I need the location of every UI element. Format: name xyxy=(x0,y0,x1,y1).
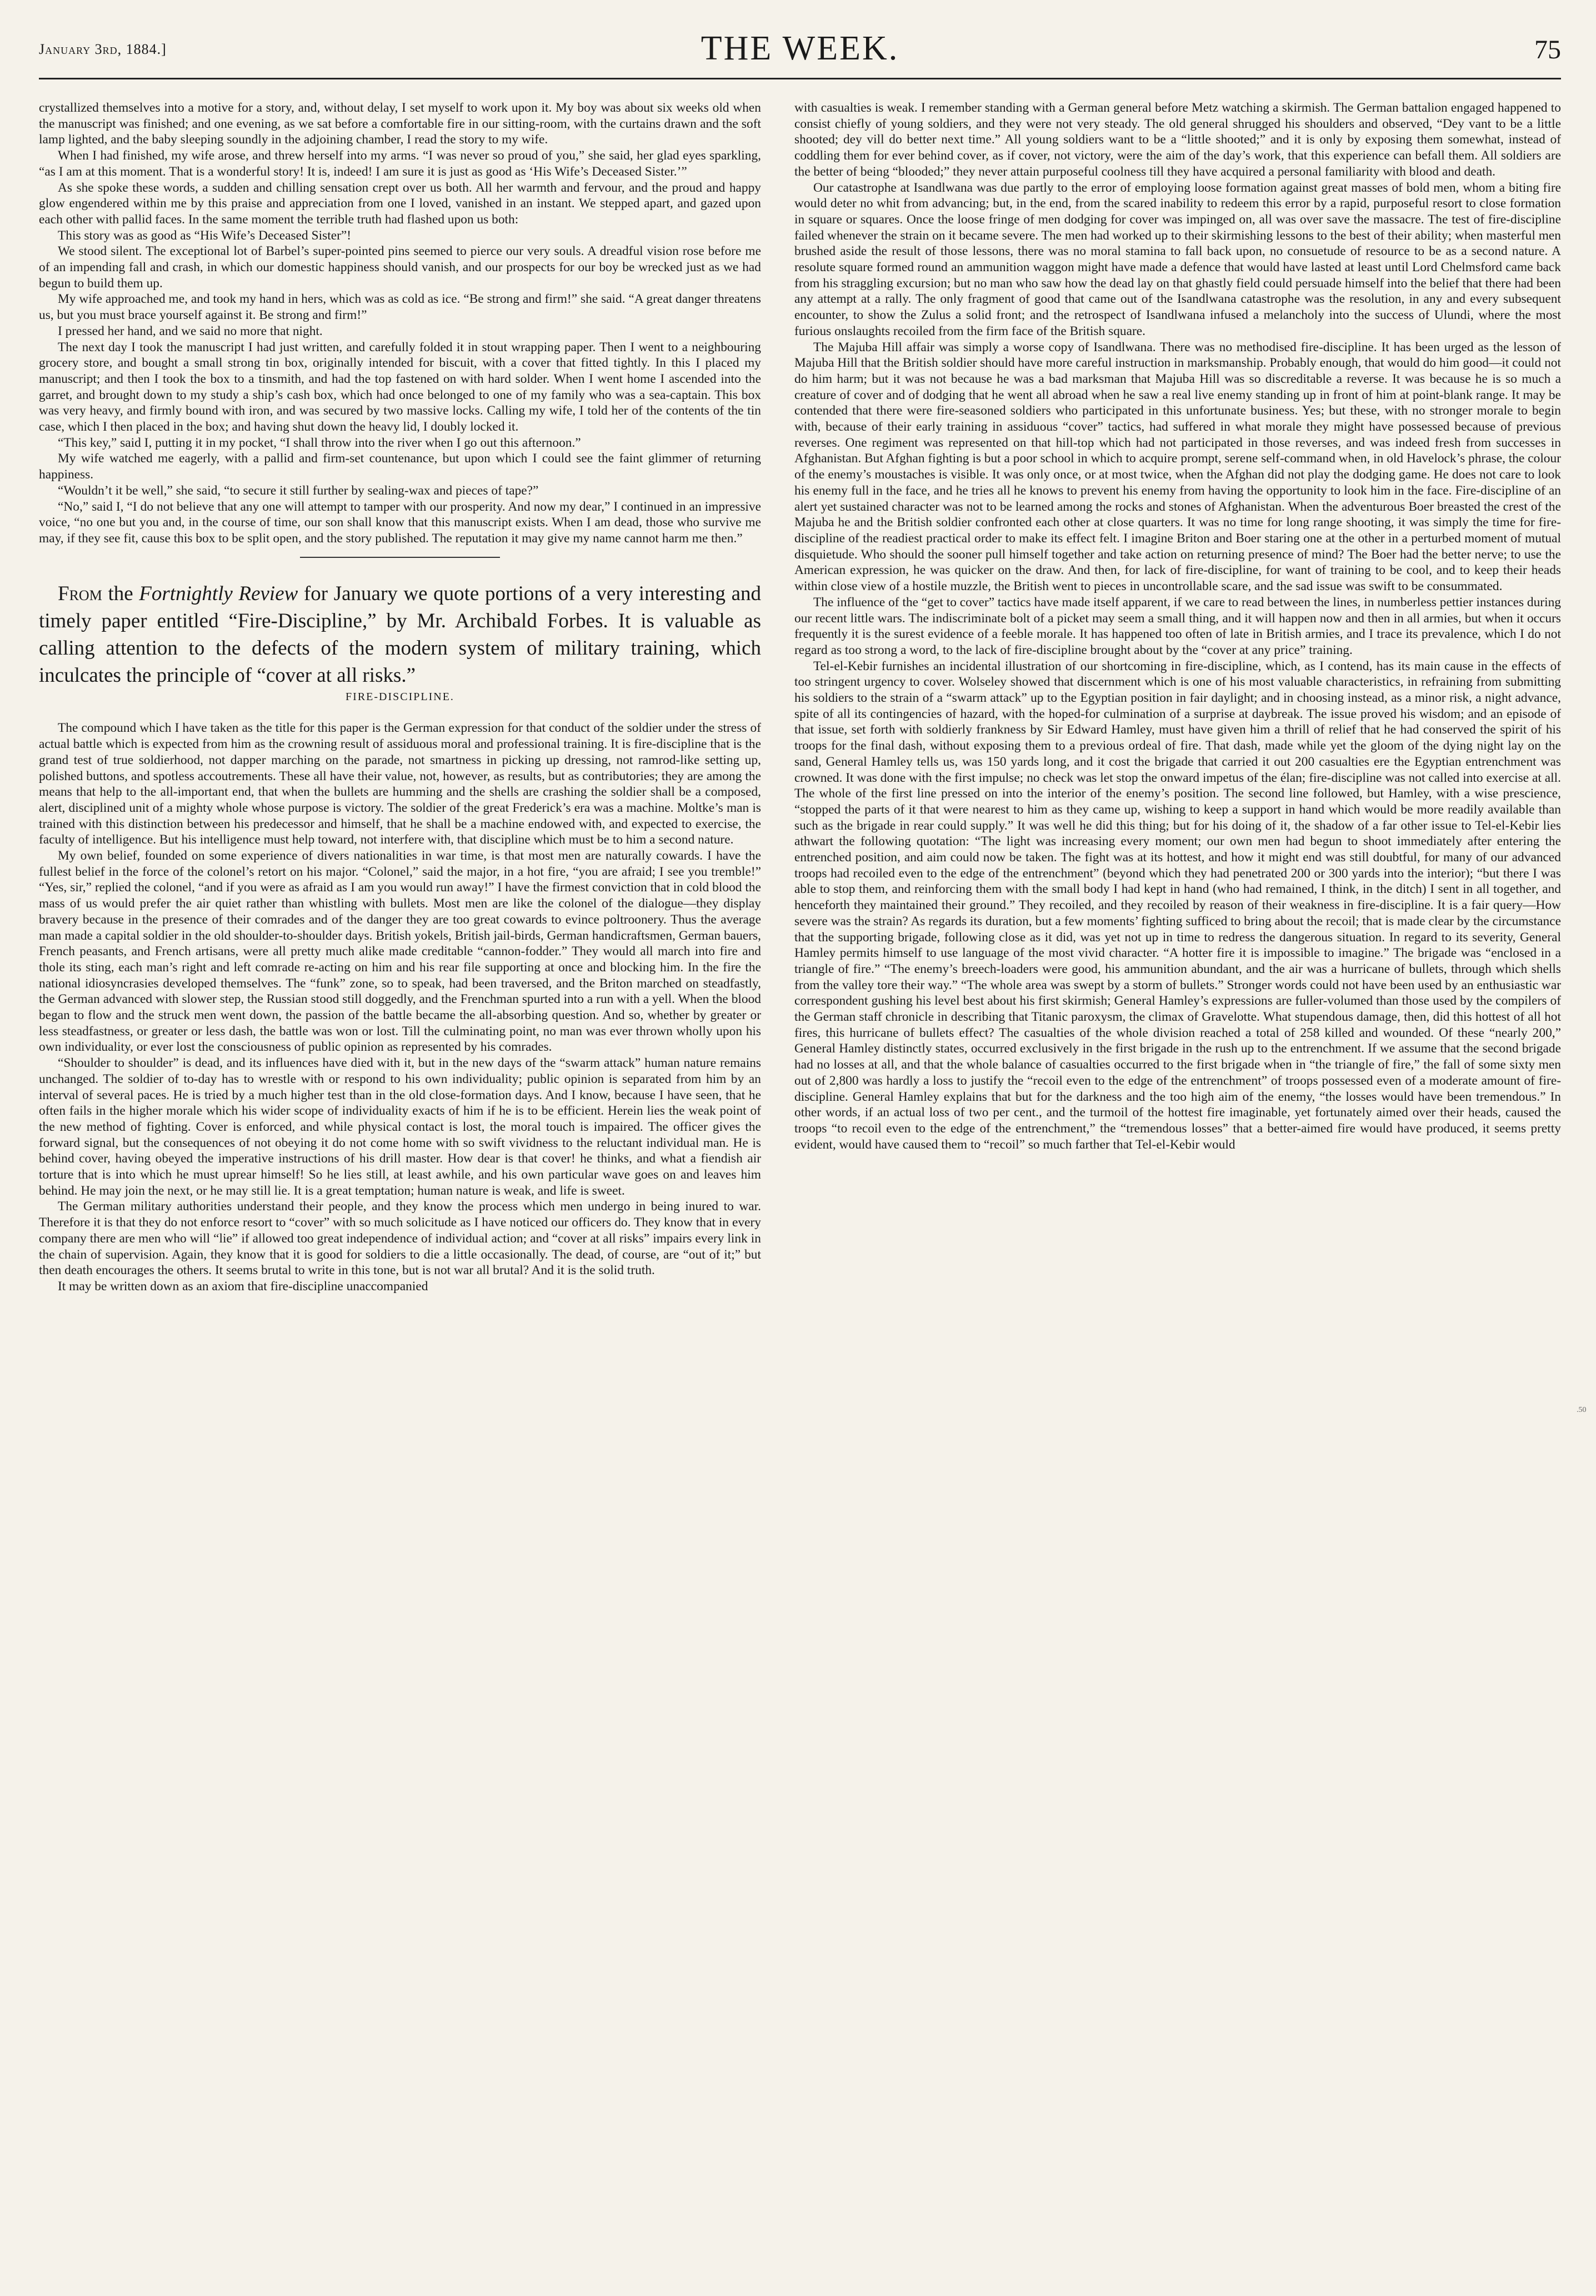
story-paragraph: My wife approached me, and took my hand in hers, which was as cold as ice. “Be strong and firm!” she said. “A great danger threatens us, but you must brace yourself against it. Be strong and firm!” xyxy=(39,292,761,323)
article-paragraph: The Majuba Hill affair was simply a worse copy of Isandlwana. There was no methodised fire-discipline. It has been urged as the lesson of Majuba Hill that the British soldier should have more careful instruction in marksmanship. Probably enough, that would do him good—it could not do him harm; but it was not because he was a bad marksman that Majuba Hill was so discreditable a reverse. It was because he is so much a creature of cover and of dodging that he went all abroad when he saw a real live enemy standing up in front of him at point-blank range. It may be contended that there were fire-seasoned soldiers who participated in this unfortunate business. Yes; but these, with no stronger morale to begin with, because of their early training in assiduous “cover” tactics, had suffered in what morale they might have possessed because of previous reverses. One regiment was represented on that hill-top which had not participated in those reverses, and was indeed fresh from successes in Afghanistan. But Afghan fighting is but a poor school in which to acquire prompt, serene self-command when, in old Havelock’s phrase, the colour of the enemy’s moustaches is visible. It was only once, or at most twice, when the Afghan did not play the dodging game. He does not care to look his enemy full in the face, and he tries all he knows to prevent his enemy from having the opportunity to look him in the face. Fire-discipline of an alert yet sustained character was not to be learned among the rocks and stones of Afghanistan. When the adventurous Boer breasted the crest of the Majuba he and the British soldier confronted each other at close quarters. It was no time for long range shooting, it was simply the time for fire-discipline of the readiest practical order to make its effect felt. I imagine Briton and Boer staring one at the other in a perturbed moment of mutual disquietude. Who should the sooner pull himself together and take action on returning presence of mind? The Boer had the better nerve; to use the American expression, he was quicker on the draw. And then, for lack of fire-discipline, for want of training to be cool, and to keep their heads within close view of a hostile muzzle, the British went to pieces in uncontrollable scare, and the sad issue was swift to be consummated. xyxy=(794,340,1561,594)
story-paragraph: “This key,” said I, putting it in my pocket, “I shall throw into the river when I go out this afternoon.” xyxy=(58,435,581,450)
section-divider xyxy=(300,557,500,558)
story-paragraph: When I had finished, my wife arose, and threw herself into my arms. “I was never so proud of you,” she said, her glad eyes sparkling, “as I am at this moment. That is a wonderful story! It is, indeed! I am sure it is just as good as ‘His Wife’s Deceased Sister.’” xyxy=(39,148,761,179)
article-paragraph: The German military authorities understand their people, and they know the process which men undergo in being inured to war. Therefore it is that they do not enforce resort to “cover” with so much solicitude as I have noticed our officers do. They know that in every company there are men who will “lie” if allowed too great independence of individual action; and “cover at all risks” impairs every link in the chain of supervision. Again, they know that it is good for soldiers to die a little occasionally. The dead, of course, are “out of it;” but then death encourages the others. It seems brutal to write in this tone, but is not war all brutal? And it is the solid truth. xyxy=(39,1199,761,1278)
story-paragraph: As she spoke these words, a sudden and chilling sensation crept over us both. All her warmth and fervour, and the proud and happy glow engendered within me by this praise and appreciation from one I loved, vanished in an instant. We stepped apart, and gazed upon each other with pallid faces. In the same moment the terrible truth had flashed upon us both: xyxy=(39,180,761,227)
article-paragraph: The influence of the “get to cover” tactics have made itself apparent, if we care to read between the lines, in numberless pettier instances during our recent little wars. The indiscriminate bolt of a picket may seem a small thing, and it will happen now and then in all armies, but when it occurs frequently it is the surest evidence of a feeble morale. It has happened too often of late in British armies, and I trace its prevalence, which I do not regard as too strong a word, to the lack of fire-discipline brought about by the “cover at any price” training. xyxy=(794,595,1561,657)
article-paragraph: It may be written down as an axiom that fire-discipline unaccompanied xyxy=(58,1279,428,1294)
page-header xyxy=(39,29,1561,76)
story-paragraph: This story was as good as “His Wife’s Deceased Sister”! xyxy=(58,228,352,243)
right-column xyxy=(794,100,1561,2262)
article-paragraph: with casualties is weak. I remember standing with a German general before Metz watching a skirmish. The German battalion engaged happened to consist chiefly of young soldiers, and they were not very steady. The old general shrugged his shoulders and observed, “Dey vant to be a little shooted; dey vill do better next time.” All young soldiers want to be a “little shooted;” and it is only by exposing them somewhat, instead of coddling them for ever behind cover, as if cover, not victory, were the aim of the day’s work, that this experience can befall them. All soldiers are the better of being “blooded;” they never attain purposeful coolness till they have acquired a personal familiarity with blood and death. xyxy=(794,101,1561,179)
story-paragraph: The next day I took the manuscript I had just written, and carefully folded it in stout wrapping paper. Then I went to a neighbouring grocery store, and bought a small strong tin box, originally intended for biscuit, with a cover that fitted tightly. In this I placed my manuscript; and then I took the box to a tinsmith, and had the top fastened on with hard solder. When I went home I ascended into the garret, and brought down to my study a ship’s cash box, which had once belonged to one of my family who was a sea-captain. This box was very heavy, and firmly bound with iron, and was secured by two massive locks. Calling my wife, I told her of the contents of the tin case, which I then placed in the box; and having shut down the heavy lid, I doubly locked it. xyxy=(39,340,761,435)
intro-text: for January we quote portions of a very interesting and timely paper entitled “Fire-Discipline,” by Mr. Archibald Forbes. It is valuable as calling attention to the defects of the modern system of military training, which inculcates the principle of “cover at all risks.” xyxy=(39,582,761,687)
story-paragraph: crystallized themselves into a motive for a story, and, without delay, I set myself to work upon it. My boy was about six weeks old when the manuscript was finished; and one evening, as we sat before a comfortable fire in our sitting-room, with the curtains drawn and the soft lamp lighted, and the baby sleeping soundly in the adjoining chamber, I read the story to my wife. xyxy=(39,101,761,147)
article-paragraph: My own belief, founded on some experience of divers nationalities in war time, is that most men are naturally cowards. I have the fullest belief in the force of the colonel’s retort on his major. “Colonel,” said the major, in a hot fire, “you are afraid; I see you tremble!” “Yes, sir,” replied the colonel, “and if you were as afraid as I am you would run away!” I have the firmest conviction that in cold blood the mass of us would prefer the air quiet rather than whistling with bullets. Most men are like the colonel of the dialogue—they display bravery because in the presence of their comrades and of the danger they are too great cowards to evince poltroonery. Thus the average man made a capital soldier in the old shoulder-to-shoulder days. British yokels, British jail-birds, German handicraftsmen, German bauers, French peasants, and French artisans, were all pretty much alike made creditable “cannon-fodder.” They would all march into fire and thole its sting, each man’s right and left comrade re-acting on him and his rear file supporting at once and blocking him. In the fire the national idiosyncrasies developed themselves. The “funk” zone, so to speak, had been traversed, and the Briton marched on steadfastly, the German advanced with slower step, the Russian stood still doggedly, and the Frenchman spurted into a run with a yell. When the blood began to flow and the struck men went down, the passion of the battle became the all-absorbing question. And so, whether by greater or less steadfastness, or greater or less dash, the battle was won or lost. Till the culminating point, no man was ever thrown wholly upon his own individuality, or ever lost the consciousness of public opinion as represented by his comrades. xyxy=(39,848,761,1055)
margin-mark: .50 xyxy=(1577,1406,1587,1414)
intro-lead: From xyxy=(58,582,102,605)
article-paragraph: Our catastrophe at Isandlwana was due partly to the error of employing loose formation against great masses of bold men, whom a biting fire would deter no whit from advancing; but, in the end, from the scared inability to redeem this error by a rapid, purposeful resort to close formation in square or squares. Once the loose fringe of men dodging for cover was impinged on, all was over save the massacre. The test of fire-discipline failed whenever the strain on it became severe. The men had worked up to their skirmishing lessons to the best of their ability; when masterful men brushed aside the result of those lessons, there was no moral stamina to fall back upon, no consuetude of resource to be as a second nature. A resolute square formed round an ammunition waggon might have made a defence that would have lasted at least until Lord Chelmsford came back from his straggling excursion; but no man who saw how the dead lay on that ghastly field could persuade himself into the belief that there had been any attempt at a rally. The only fragment of good that came out of the Isandlwana catastrophe was the resolution, in any and every subsequent encounter, to show the Zulus a solid front; and the retrospect of Isandlwana infused a melancholy into the success of Ulundi, where the most furious onslaughts recoiled from the firm face of the British square. xyxy=(794,180,1561,338)
article-paragraph: The compound which I have taken as the title for this paper is the German expression for that conduct of the soldier under the stress of actual battle which is expected from him as the crowning result of assiduous moral and professional training. It is fire-discipline that is the grand test of true soldierhood, not dapper marching on the parade, not smartness in picking up dressing, not ramrod-like setting up, polished buttons, and spotless accoutrements. These all have their value, not, however, as results, but as contributories; they are among the means that help to the all-important end, that when the bullets are humming and the shells are crashing the soldier shall be a composed, alert, disciplined unit of a mighty whole whose purpose is victory. The soldier of the great Frederick’s era was a machine. Moltke’s man is trained with this distinction between his predecessor and himself, that he shall be a machine endowed with, and expected to exercise, the faculty of intelligence. But his intelligence must help toward, not interfere with, that discipline which must be to him a second nature. xyxy=(39,721,761,847)
article-paragraph: Tel-el-Kebir furnishes an incidental illustration of our shortcoming in fire-discipline, which, as I contend, has its main cause in the effects of too stringent urgency to cover. Wolseley showed that discernment which is one of his most valuable characteristics, in refraining from submitting his soldiers to the strain of a “swarm attack” up to the Egyptian position in fair daylight; and in choosing instead, as a minor risk, a night advance, spite of all its contingencies of hazard, with the hoped-for culmination of a surprise at daybreak. The issue proved his wisdom; and an episode of that issue, set forth with soldierly frankness by Sir Edward Hamley, must have given him a thrill of relief that he had conserved the spirit of his troops for the final dash, without exposing them to a previous ordeal of fire. That dash, made while yet the gloom of the dying night lay on the sand, General Hamley tells us, was 150 yards long, and it cost the brigade that carried it out 200 casualties ere the Egyptian entrenchment was crowned. It was done with the first impulse; no check was let stop the onward impetus of the élan; fire-discipline was not called into exercise at all. The whole of the first line pressed on into the interior of the enemy’s position. The second line followed, but Hamley, with a wise prescience, “stopped the parts of it that were nearest to him as they came up, wishing to keep a support in hand which would be more readily available than such as the brigade in rear could supply.” It was well he did this thing; but for his doing of it, the shadow of a far other issue to Tel-el-Kebir lies athwart the following quotation: “The light was increasing every moment; our own men had begun to shoot immediately after entering the entrenched position, and aim could now be taken. The fight was at its hottest, and how it might end was still doubtful, for many of our advanced troops had recoiled even to the edge of the entrenchment” (beyond which they had penetrated 200 or 300 yards into the interior); “but there I was able to stop them, and reinforcing them with the small body I had kept in hand (who had remained, I think, in the ditch) I sent in all together, and henceforth they maintained their ground.” They recoiled, and they recoiled by reason of their weakness in fire-discipline. It is a fair query—How severe was the strain? As regards its duration, but a few moments’ fighting sufficed to bring about the recoil; that is made clear by the circumstance that the supporting brigade, following close as it did, was yet not up in time to redress the dangerous situation. In regard to its severity, General Hamley permits himself to use language of the most vivid character. “A hotter fire it is impossible to imagine.” The brigade was “enclosed in a triangle of fire.” “The enemy’s breech-loaders were good, his ammunition abundant, and the air was a hurricane of bullets, through which shells from the valley tore their way.” “The whole area was swept by a storm of bullets.” Stronger words could not have been used by an enthusiastic war correspondent gushing his level best about his first skirmish; General Hamley’s expressions are fuller-volumed than those used by the compilers of the German staff chronicle in describing that Titanic paroxysm, the climax of Gravelotte. What stupendous damage, then, did this hottest of all hot fires, this hurricane of bullets effect? The casualties of the whole division reached a total of 258 killed and wounded. Of these “nearly 200,” General Hamley distinctly states, occurred exclusively in the first brigade in the rush up to the entrenchment. If we assume that the second brigade had no losses at all, and that the whole balance of casualties occurred to the first brigade when in “the triangle of fire,” the fall of some sixty men out of 2,800 was hardly a loss to justify the “recoil even to the edge of the entrenchment” of troops possessed even of a moderate amount of fire-discipline. General Hamley explains that but for the darkness and the too high aim of the enemy, “the losses would have been tremendous.” In other words, if an actual loss of two per cent., and the turmoil of the hottest fire imaginable, yet fortunately aimed over their heads, caused the troops “to recoil even to the edge of the entrenchment,” the “tremendous losses” that a better-aimed fire would have produced, it seems pretty evident, would have caused them to “recoil” so much farther that Tel-el-Kebir would xyxy=(794,658,1561,1152)
story-paragraph: We stood silent. The exceptional lot of Barbel’s super-pointed pins seemed to pierce our very souls. A dreadful vision rose before me of an impending fall and crash, in which our domestic happiness should vanish, and our prospects for our boy be wrecked just as we had begun to build them up. xyxy=(39,244,761,291)
story-paragraph: I pressed her hand, and we said no more that night. xyxy=(58,323,323,338)
issue-date: January 3rd, 1884.] xyxy=(39,41,167,57)
intro-text: the xyxy=(102,582,139,605)
story-continuation xyxy=(39,100,761,547)
article-body-left xyxy=(39,720,761,1294)
story-paragraph: My wife watched me eagerly, with a pallid and firm-set countenance, but upon which I could see the faint glimmer of returning happiness. xyxy=(39,451,761,482)
story-paragraph: “No,” said I, “I do not believe that any one will attempt to tamper with our prosperity. And now my dear,” I continued in an impressive voice, “no one but you and, in the course of time, our son shall know that this manuscript exists. When I am dead, those who survive me may, if they see fit, cause this box to be split open, and the story published. The reputation it may give my name cannot harm me then.” xyxy=(39,499,761,546)
source-title: Fortnightly Review xyxy=(139,582,298,605)
publication-title: THE WEEK. xyxy=(701,29,899,67)
article-paragraph: “Shoulder to shoulder” is dead, and its influences have died with it, but in the new days of the “swarm attack” human nature remains unchanged. The soldier of to-day has to wrestle with or respond to his own individuality; public opinion is separated from him by an interval of several paces. He is tried by a much higher test than in the old close-formation days. And I know, because I have seen, that he often fails in the higher morale which his wider scope of individuality exacts of him if he is to be efficient. Herein lies the weak point of the new method of fighting. Cover is enforced, and while physical contact is lost, the moral touch is impaired. The officer gives the forward signal, but the consequences of not obeying it do not come home with so swift vividness to the reluctant individual man. He is behind cover, having obeyed the imperative instructions of his drill master. How dear is that cover! he thinks, and what a fiendish air torture that is into which he must uprear himself! So he lies still, at least awhile, and his own particular wave goes on and leaves him behind. He may join the next, or he may still lie. It is a great temptation; human nature is weak, and life is sweet. xyxy=(39,1056,761,1198)
page-number: 75 xyxy=(1534,35,1561,64)
left-column xyxy=(39,100,761,2262)
story-paragraph: “Wouldn’t it be well,” she said, “to secure it still further by sealing-wax and pieces of tape?” xyxy=(58,483,539,498)
header-rule xyxy=(39,78,1561,79)
editorial-intro xyxy=(39,580,761,689)
article-heading: FIRE-DISCIPLINE. xyxy=(346,690,454,703)
